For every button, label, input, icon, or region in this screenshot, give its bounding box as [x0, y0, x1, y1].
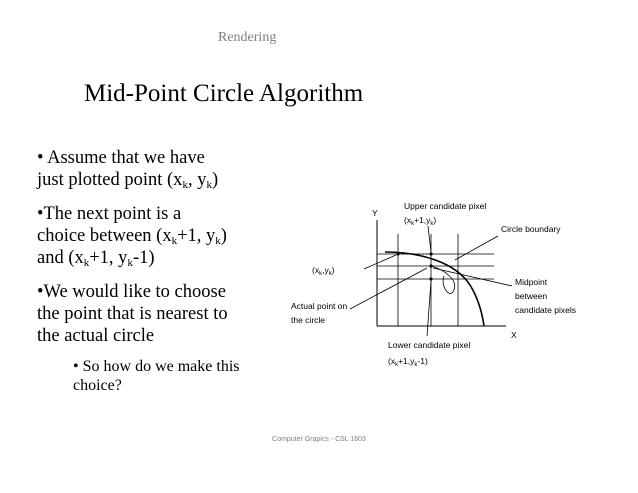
lower-candidate-label: Lower candidate pixel	[388, 340, 471, 350]
circle-boundary-label: Circle boundary	[501, 224, 561, 234]
bullet-3: •We would like to choose the point that is nearest to the actual circle	[37, 282, 228, 346]
midpoint-label-line-3: candidate pixels	[515, 305, 576, 315]
slide-title: Mid-Point Circle Algorithm	[84, 80, 364, 107]
upper-candidate-label: Upper candidate pixel	[404, 201, 487, 211]
bullet-marker: •	[37, 282, 44, 302]
midpoint-diagram	[280, 190, 600, 380]
bullet-2: •The next point is a choice between ($x_k+1$, $y_k$) and ($x_k+1$, $y_k-1$)	[37, 204, 227, 269]
upper-candidate-pixel	[429, 252, 432, 255]
slide-footer: Computer Grapics - CSL 1603	[272, 436, 366, 443]
sub-bullet: • So how do we make this choice?	[73, 358, 240, 394]
lower-candidate-pixel	[429, 277, 432, 280]
midpoint-label-line-1: Midpoint	[515, 277, 548, 287]
y-axis-label: Y	[372, 208, 378, 218]
slide-header: Rendering	[218, 30, 277, 45]
current-pixel	[396, 252, 399, 255]
upper-candidate-coord: $(x_k+1,y_k)$	[404, 215, 437, 227]
x-axis-label: X	[511, 330, 517, 340]
bullet-marker: •	[37, 148, 44, 168]
circle-boundary-arc	[385, 252, 484, 326]
bullet-1: • Assume that we have just plotted point ($x_k$, $y_k$)	[37, 148, 219, 191]
midpoint-label-line-2: between	[515, 291, 548, 301]
actual-point-label-line-2: the circle	[291, 315, 326, 325]
lower-candidate-coord: $(x_k+1,y_k-1)$	[388, 356, 428, 368]
current-point-label: $(x_k,y_k)$	[312, 265, 335, 277]
actual-point-label-line-1: Actual point on	[291, 301, 348, 311]
bullet-marker: •	[73, 358, 79, 375]
bullet-marker: •	[37, 204, 44, 224]
